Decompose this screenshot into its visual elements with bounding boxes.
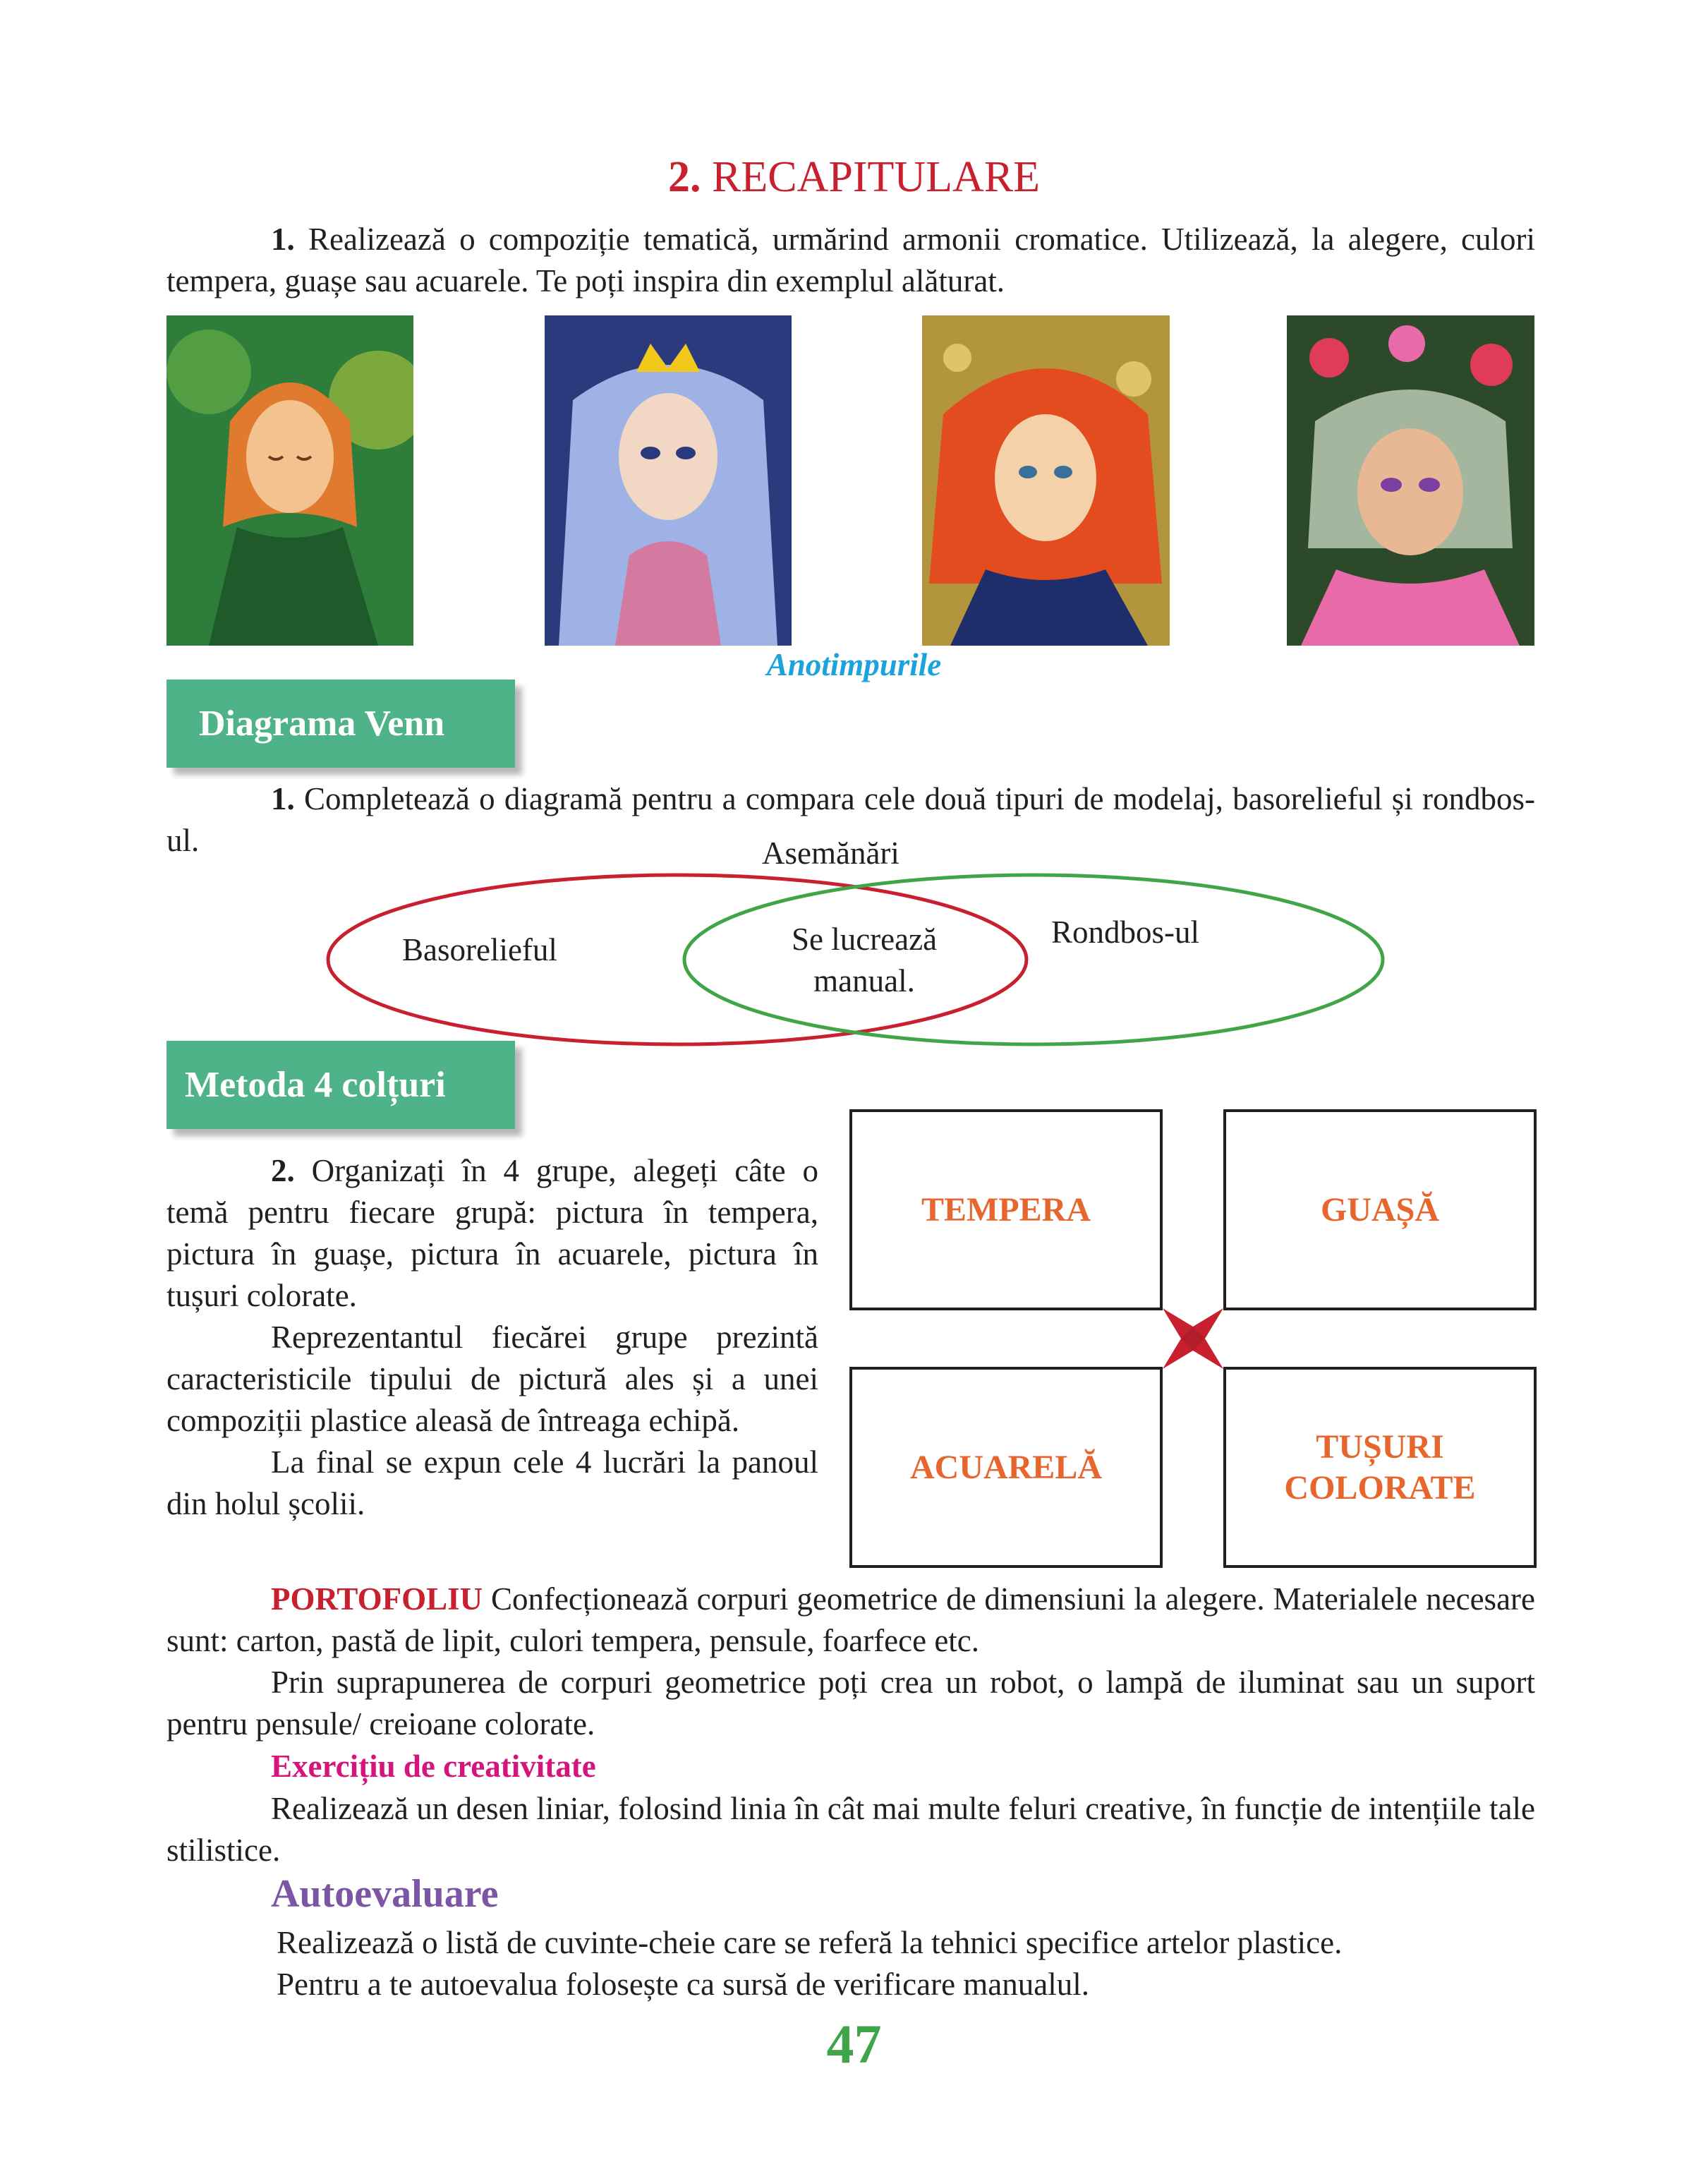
corner-box-label: TUȘURI COLORATE: [1284, 1427, 1476, 1507]
venn-section-tag: [166, 680, 515, 768]
painting-summer-girl: [922, 315, 1170, 646]
exercise-text: Realizează o compoziție tematică, urmărind armonii cromatice. Utilizează, la alegere, culori tempera, guașe sau acuarele. Te poți inspira din exemplul alăturat.: [166, 222, 1536, 298]
section-title: RECAPITULARE: [712, 153, 1040, 201]
corner-box-tempera: [849, 1109, 1163, 1310]
corners-paragraph-2: Reprezentantul fiecărei grupe prezintă caracteristicile tipului de pictură ales și a unei compoziții plastice aleasă de întreaga echipă.: [166, 1320, 818, 1438]
portfolio-label: PORTOFOLIU: [271, 1581, 483, 1617]
page-number: 47: [826, 2013, 882, 2075]
corners-paragraph-3: La final se expun cele 4 lucrări la panoul din holul școlii.: [166, 1444, 818, 1521]
corner-box-guasa: [1223, 1109, 1537, 1310]
portfolio-text-1: [166, 1579, 1535, 1662]
venn-label-left: Basorelieful: [402, 932, 557, 967]
portfolio-text: Confecționează corpuri geometrice de dimensiuni la alegere. Materialele necesare sunt: carton, pastă de lipit, culori tempera, pensule, foarfece etc.: [166, 1581, 1535, 1658]
exercise-number: 1.: [271, 222, 295, 257]
painting-spring-girl: [1287, 315, 1534, 646]
exercise-text: Completează o diagramă pentru a compara cele două tipuri de modelaj, basorelieful și rondbos-ul.: [166, 781, 1535, 858]
section-number: 2.: [668, 153, 701, 201]
corners-section-tag-label: Metoda 4 colțuri: [185, 1065, 446, 1105]
page-title: [0, 152, 1708, 203]
exercise-text: Organizați în 4 grupe, alegeți câte o temă pentru fiecare grupă: pictura în tempera, pictura în guașe, pictura în acuarele, pictura în tușuri colorate.: [166, 1153, 819, 1313]
venn-label-center: Se lucrează manual.: [791, 922, 938, 998]
venn-label-right: Rondbos-ul: [1051, 915, 1200, 950]
self-eval-line-1: Realizează o listă de cuvinte-cheie care se referă la tehnici specifice artelor plastice.: [277, 1925, 1343, 1960]
painting-autumn-girl: [166, 315, 413, 646]
exercise-number: 2.: [271, 1153, 295, 1188]
self-eval-line-2: Pentru a te autoevalua folosește ca sursă de verificare manualul.: [277, 1967, 1090, 2002]
exercise-number: 1.: [271, 781, 295, 816]
portfolio-text-2: Prin suprapunerea de corpuri geometrice poți crea un robot, o lampă de iluminat sau un suport pentru pensule/ creioane colorate.: [166, 1665, 1535, 1742]
painting-winter-girl: [545, 315, 792, 646]
exercise-1-text: [166, 219, 1535, 302]
creativity-text: Realizează un desen liniar, folosind linia în cât mai multe feluri creative, în funcție de intențiile tale stilistice.: [166, 1791, 1535, 1868]
corner-box-acuarela: [849, 1367, 1163, 1568]
corners-paragraph-1: [166, 1150, 818, 1317]
center-star-icon: [1161, 1307, 1225, 1370]
corner-box-label: ACUARELĂ: [909, 1448, 1102, 1486]
gallery-caption: Anotimpurile: [766, 647, 942, 682]
corner-box-tusuri: [1223, 1367, 1537, 1568]
creativity-heading: Exercițiu de creativitate: [271, 1749, 596, 1784]
venn-section-tag-label: Diagrama Venn: [199, 704, 445, 744]
corner-box-label: GUAȘĂ: [1320, 1190, 1440, 1229]
corner-box-label: TEMPERA: [921, 1190, 1091, 1229]
venn-label-similarities: Asemănări: [762, 835, 900, 871]
corners-section-tag: [166, 1041, 515, 1129]
corners-text: [166, 1150, 818, 1525]
self-eval-heading: Autoevaluare: [271, 1872, 499, 1916]
